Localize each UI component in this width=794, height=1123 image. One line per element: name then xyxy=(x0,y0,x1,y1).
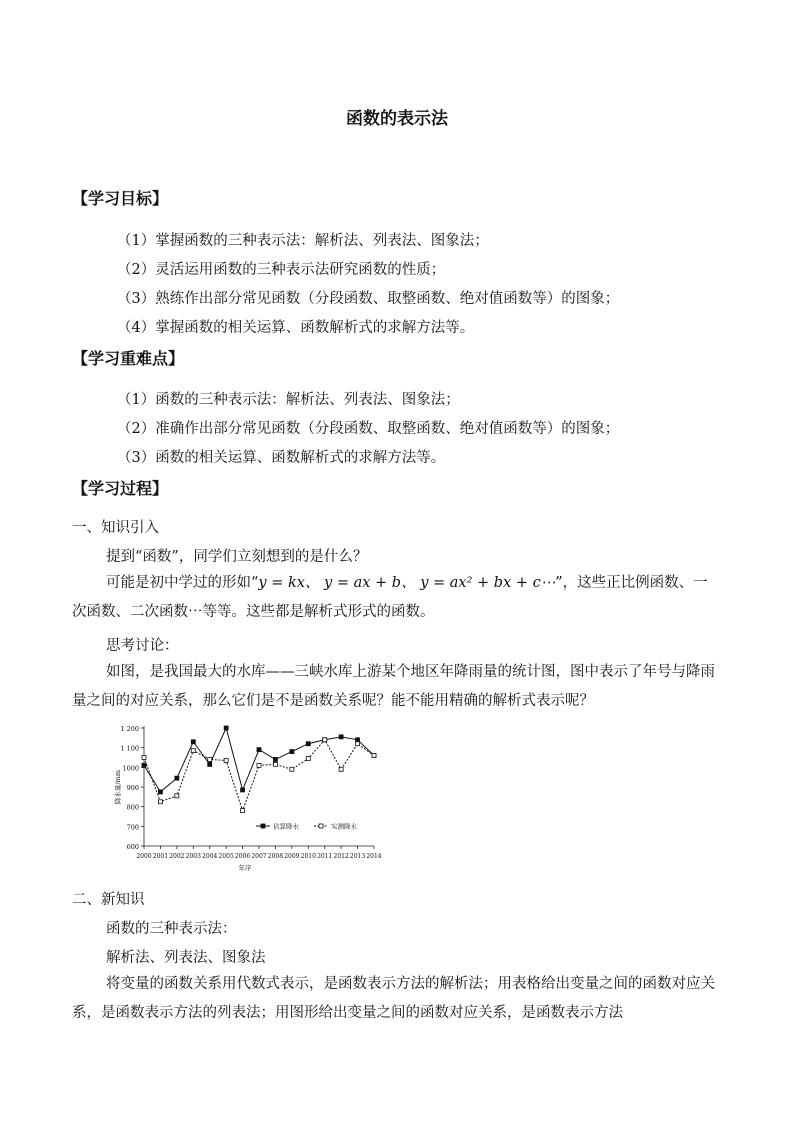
x-tick-label: 2002 xyxy=(169,853,185,860)
y-tick-label: 900 xyxy=(126,784,139,792)
part2-heading: 二、新知识 xyxy=(72,892,145,908)
data-point xyxy=(372,754,376,758)
data-point xyxy=(175,776,179,780)
data-point xyxy=(142,756,146,760)
data-point xyxy=(142,763,146,767)
data-point xyxy=(273,757,277,761)
x-tick-label: 2006 xyxy=(234,853,251,860)
y-axis-label: 降水量/mm xyxy=(114,769,122,805)
intro-post: ”，这些正比例函数、一次函数、二次函数⋯等等。这些都是解析式形式的函数。 xyxy=(72,575,708,620)
y-tick-label: 800 xyxy=(126,803,139,812)
y-tick-label: 1000 xyxy=(122,764,139,773)
data-point xyxy=(257,748,261,752)
keypoints-heading: 【学习重难点】 xyxy=(72,349,185,368)
methods-intro: 函数的三种表示法： xyxy=(106,921,237,937)
x-tick-label: 2007 xyxy=(251,853,267,860)
data-point xyxy=(257,763,261,767)
goals-heading: 【学习目标】 xyxy=(72,189,169,208)
y-tick-label: 600 xyxy=(126,843,139,851)
intro-question: 提到“函数”，同学们立刻想到的是什么？ xyxy=(106,549,368,565)
part1-heading: 一、知识引入 xyxy=(72,520,159,536)
data-point xyxy=(208,762,212,766)
data-point xyxy=(224,758,228,762)
legend-label: 估算降水 xyxy=(273,822,299,831)
data-point xyxy=(290,767,294,771)
think-label: 思考讨论： xyxy=(106,638,179,654)
data-point xyxy=(191,740,195,744)
data-point xyxy=(208,757,212,761)
data-point xyxy=(323,738,327,742)
data-point xyxy=(158,790,162,794)
x-tick-label: 2010 xyxy=(300,853,316,860)
x-tick-label: 2014 xyxy=(366,853,382,860)
goal-item: （1）掌握函数的三种表示法：解析法、列表法、图象法； xyxy=(117,233,489,249)
page-title: 函数的表示法 xyxy=(346,109,448,129)
y-tick-label: 1 200 xyxy=(120,725,139,733)
data-point xyxy=(273,762,277,766)
x-tick-label: 2011 xyxy=(317,853,333,860)
data-point xyxy=(241,788,245,792)
formula: y = kx、 y = ax + b、 y = ax² + bx + c⋯ xyxy=(258,575,556,591)
methods-list: 解析法、列表法、图象法 xyxy=(106,950,266,966)
data-point xyxy=(339,767,343,771)
y-tick-label: 1 100 xyxy=(120,744,139,753)
data-point xyxy=(241,809,245,813)
data-point xyxy=(306,756,310,760)
goal-item: （2）灵活运用函数的三种表示法研究函数的性质； xyxy=(117,262,446,278)
data-point xyxy=(356,738,360,742)
x-tick-label: 2005 xyxy=(218,853,234,860)
legend-label: 实测降水 xyxy=(331,822,357,831)
legend-marker xyxy=(319,824,323,828)
x-tick-label: 2012 xyxy=(333,853,349,860)
x-tick-label: 2008 xyxy=(267,853,284,860)
goal-item: （3）熟练作出部分常见函数（分段函数、取整函数、绝对值函数等）的图象； xyxy=(117,291,620,307)
intro-paragraph xyxy=(72,569,722,627)
x-tick-label: 2013 xyxy=(349,853,366,860)
x-axis-label: 年序 xyxy=(238,864,252,872)
x-tick-label: 2003 xyxy=(185,853,201,860)
y-tick-label: 700 xyxy=(126,823,139,832)
process-heading: 【学习过程】 xyxy=(72,479,169,498)
data-point xyxy=(175,794,179,798)
x-tick-label: 2009 xyxy=(284,853,300,860)
keypoint-item: （2）准确作出部分常见函数（分段函数、取整函数、绝对值函数等）的图象； xyxy=(117,421,620,437)
data-point xyxy=(306,742,310,746)
intro-pre: 可能是初中学过的形如“ xyxy=(106,575,259,591)
rainfall-paragraph: 如图，是我国最大的水库——三峡水库上游某个地区年降雨量的统计图，图中表示了年号与降雨量之间的对应关系，那么它们是不是函数关系呢？能不能用精确的解析式表示呢？ xyxy=(72,664,715,709)
methods-paragraph: 将变量的函数关系用代数式表示，是函数表示方法的解析法；用表格给出变量之间的函数对应关系，是函数表示方法的列表法；用图形给出变量之间的函数对应关系，是函数表示方法 xyxy=(72,976,715,1021)
keypoint-item: （1）函数的三种表示法：解析法、列表法、图象法； xyxy=(117,392,460,408)
data-point xyxy=(290,750,294,754)
data-point xyxy=(224,726,228,730)
legend-marker xyxy=(261,824,265,828)
rainfall-chart xyxy=(100,722,390,877)
x-tick-label: 2004 xyxy=(202,853,218,860)
data-point xyxy=(356,742,360,746)
x-tick-label: 2000 xyxy=(136,853,152,860)
goal-item: （4）掌握函数的相关运算、函数解析式的求解方法等。 xyxy=(117,320,475,336)
keypoint-item: （3）函数的相关运算、函数解析式的求解方法等。 xyxy=(117,450,446,466)
x-tick-label: 2001 xyxy=(152,853,169,860)
data-point xyxy=(191,749,195,753)
data-point xyxy=(339,735,343,739)
data-point xyxy=(158,800,162,804)
